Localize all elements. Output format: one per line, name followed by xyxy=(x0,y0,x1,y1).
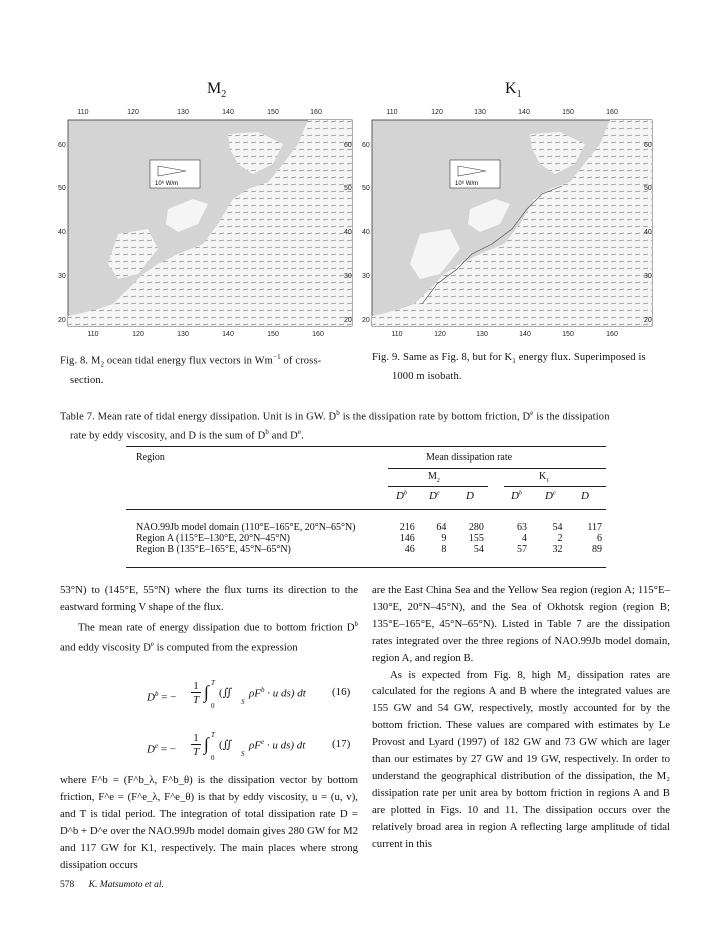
table7-col-k1-db: $D^b$ xyxy=(511,490,522,502)
body-left-p2: The mean rate of energy dissipation due to bottom friction $D^b$ and eddy viscosity De is computed from the expression xyxy=(60,619,358,654)
equation-17-number: (17) xyxy=(332,738,351,750)
svg-text:30: 30 xyxy=(58,273,66,280)
svg-text:60: 60 xyxy=(344,142,352,149)
table7-col-k1-d: D xyxy=(581,490,589,502)
svg-text:40: 40 xyxy=(58,229,66,236)
svg-text:160: 160 xyxy=(606,331,618,338)
svg-text:60: 60 xyxy=(58,142,66,149)
svg-text:140: 140 xyxy=(222,109,234,116)
table7-header-region: Region xyxy=(136,452,165,463)
svg-text:10⁶ W/m: 10⁶ W/m xyxy=(155,181,179,187)
body-left-column xyxy=(60,582,358,657)
svg-text:120: 120 xyxy=(132,331,144,338)
svg-text:130: 130 xyxy=(476,331,488,338)
svg-text:140: 140 xyxy=(222,331,234,338)
body-right-column xyxy=(372,582,670,853)
fig9-caption: Fig. 9. Same as Fig. 8, but for $K_1$ energy flux. Superimposed is 1000 m isobath. xyxy=(372,352,646,383)
fig9-lon-ticks-top xyxy=(386,109,618,116)
body-left-p1: 53°N) to (145°E, 55°N) where the flux turns its direction to the eastward forming V shape of the flux. xyxy=(60,584,358,613)
svg-text:40: 40 xyxy=(644,229,652,236)
table-row: Region A (115°E–130°E, 20°N–45°N) 146 9 155 4 2 6 xyxy=(136,533,602,544)
table7-caption: Table 7. Mean rate of tidal energy dissipation. Unit is in GW. $D^b$ is the dissipation rate by bottom friction, De is the dissipation rate by eddy viscosity, and D is the sum of $D^b$ and De. xyxy=(60,409,610,441)
svg-text:130: 130 xyxy=(177,331,189,338)
fig8-title: $M_2$ xyxy=(207,80,227,101)
table7-group-k1: $K_1$ xyxy=(539,471,550,484)
svg-text:30: 30 xyxy=(344,273,352,280)
svg-text:20: 20 xyxy=(644,317,652,324)
svg-text:120: 120 xyxy=(127,109,139,116)
svg-text:40: 40 xyxy=(362,229,370,236)
svg-text:150: 150 xyxy=(562,109,574,116)
svg-text:150: 150 xyxy=(267,331,279,338)
svg-text:130: 130 xyxy=(177,109,189,116)
fig8-lon-ticks-top xyxy=(77,109,322,116)
running-authors: K. Matsumoto et al. xyxy=(88,880,164,890)
svg-text:120: 120 xyxy=(431,109,443,116)
equation-16: $D^b$ = − 1 T ∫ T 0 (∬ S $\rho F^b \cdot u$ ds) dt xyxy=(147,679,306,710)
svg-text:110: 110 xyxy=(87,331,99,338)
svg-text:40: 40 xyxy=(344,229,352,236)
table7 xyxy=(126,446,606,568)
fig8-lon-ticks-bottom xyxy=(87,331,324,338)
svg-text:60: 60 xyxy=(362,142,370,149)
svg-text:10⁶ W/m: 10⁶ W/m xyxy=(455,181,479,187)
svg-text:110: 110 xyxy=(391,331,403,338)
svg-text:160: 160 xyxy=(310,109,322,116)
table7-col-m2-de: De xyxy=(429,490,440,502)
fig9-title: $K_1$ xyxy=(505,80,522,101)
svg-text:140: 140 xyxy=(518,109,530,116)
body-left-p3: where F^b = (F^b_λ, F^b_θ) is the dissipation vector by bottom friction, F^e = (F^e_λ, F^e_θ) is that by eddy viscosity, u = (u, v), and T is tidal period. The integration of total dissipation rate D = D^b + D^e over the NAO.99Jb model domain gives 280 GW for M2 and 117 GW for K1, respectively. The main places where strong dissipation occurs xyxy=(60,774,358,871)
equation-17: De = − 1 T ∫ T 0 (∬ S $\rho F^e \cdot u$ ds) dt xyxy=(147,731,306,762)
svg-text:50: 50 xyxy=(362,185,370,192)
svg-text:130: 130 xyxy=(474,109,486,116)
body-right-p1: are the East China Sea and the Yellow Sea region (region A; 115°E–130°E, 20°N–45°N), and the Sea of Okhotsk region (region B; 135°E–165°E, 45°N–65°N). Listed in Table 7 are the dissipation rates integrated over the three regions of NAO.99Jb model domain, region A, and region B. xyxy=(372,584,670,664)
svg-text:120: 120 xyxy=(434,331,446,338)
equation-16-number: (16) xyxy=(332,686,351,698)
table7-col-m2-d: D xyxy=(466,490,474,502)
fig9-lon-ticks-bottom xyxy=(391,331,618,338)
fig8-map xyxy=(58,104,364,344)
svg-text:20: 20 xyxy=(362,317,370,324)
table7-col-k1-de: De xyxy=(545,490,556,502)
fig9-map xyxy=(362,104,662,344)
fig8-lat-ticks-left xyxy=(58,142,66,324)
svg-text:30: 30 xyxy=(644,273,652,280)
svg-text:50: 50 xyxy=(644,185,652,192)
svg-text:20: 20 xyxy=(58,317,66,324)
page-footer xyxy=(60,880,164,890)
table7-body xyxy=(126,522,606,555)
svg-text:30: 30 xyxy=(362,273,370,280)
svg-text:110: 110 xyxy=(77,109,89,116)
table7-header-mean: Mean dissipation rate xyxy=(426,452,513,463)
svg-text:140: 140 xyxy=(519,331,531,338)
table7-group-m2: $M_2$ xyxy=(428,471,440,484)
svg-text:50: 50 xyxy=(344,185,352,192)
svg-text:110: 110 xyxy=(386,109,398,116)
body-right-p2: As is expected from Fig. 8, high M₂ dissipation rates are calculated for the regions A and B where the integrated values are 155 GW and 54 GW, respectively, mostly accounted for by the bottom friction. These values are compared with estimates by Le Provost and Lyard (1997) of 182 GW and 73 GW which are lager than our estimates by 27 GW and 19 GW, respectively. In order to understand the geographical distribution of the dissipation, the M₂ dissipation rate per unit area by bottom friction in regions A and B are plotted in Figs. 10 and 11. The dissipation occurs over the relatively broad area in region A reflecting large amplitude of tidal current in this xyxy=(372,668,670,850)
svg-text:160: 160 xyxy=(312,331,324,338)
page-number: 578 xyxy=(60,880,75,890)
table-row: Region B (135°E–165°E, 45°N–65°N) 46 8 54 57 32 89 xyxy=(136,544,602,555)
fig8-caption: Fig. 8. $M_2$ ocean tidal energy flux vectors in $Wm^{-1}$ of cross- section. xyxy=(60,353,322,386)
svg-text:150: 150 xyxy=(562,331,574,338)
svg-text:60: 60 xyxy=(644,142,652,149)
svg-text:20: 20 xyxy=(344,317,352,324)
svg-text:150: 150 xyxy=(267,109,279,116)
svg-text:50: 50 xyxy=(58,185,66,192)
table-row: NAO.99Jb model domain (110°E–165°E, 20°N–65°N) 216 64 280 63 54 117 xyxy=(136,522,602,533)
table7-col-m2-db: $D^b$ xyxy=(396,490,407,502)
svg-text:160: 160 xyxy=(606,109,618,116)
fig9-lat-ticks-left xyxy=(362,142,370,324)
